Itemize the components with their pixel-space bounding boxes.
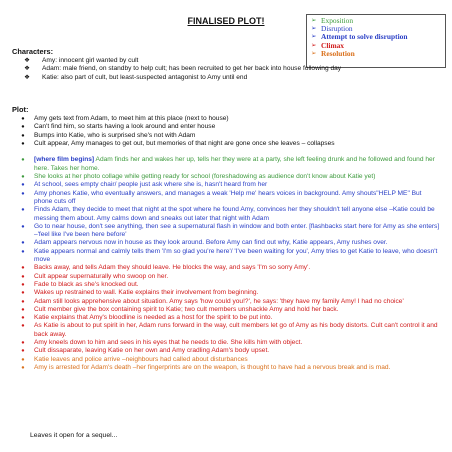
checkmark-icon: ➢ (311, 17, 317, 24)
legend-label: Exposition (321, 16, 354, 25)
plot-point-text: Amy phones Katie, who eventually answers, and manages a weak 'Help me' hears voices in background. Amy shouts"HELP ME" But phone cuts off (34, 189, 422, 205)
plot-point-text: Amy kneels down to him and sees in his eyes that he needs to die. She kills him with object. (34, 339, 303, 347)
plot-point-text: Katie explains that Amy's bloodline is needed as a host for the spirit to be put into. (34, 314, 273, 322)
plot-point-text: Go to near house, don't see anything, then see a supernatural flash in window and both enter. [flashbacks start here for Amy as she enters] –'feel like I've been here before' (34, 222, 440, 239)
plot-list (12, 115, 440, 372)
plot-point (12, 190, 440, 207)
plot-heading: Plot: (12, 105, 29, 114)
plot-point (12, 281, 440, 289)
bullet-icon: ● (21, 315, 25, 322)
plot-point-text: Can't find him, so starts having a look around and enter house (34, 123, 216, 131)
characters-heading: Characters: (12, 47, 54, 56)
plot-point-text: Finds Adam, they decide to meet that night at the spot where he found Amy, convinces her they shouldn't tell anyone else –Katie could be messing them about. Amy calms down and sneaks out later that night with Adam (34, 206, 435, 222)
plot-point-text: Fade to black as she's knocked out. (34, 280, 139, 288)
plot-point-text: Wakes up restrained to wall. Katie explains their involvement from beginning. (34, 289, 259, 297)
plot-point-text: Cult member give the box containing spirit to Katie; two cult members unshackle Amy and hold her back. (34, 305, 339, 313)
plot-point-text: Bumps into Katie, who is surprised she's not with Adam (34, 131, 196, 139)
checkmark-icon: ➢ (311, 25, 317, 33)
closing-note: Leaves it open for a sequel... (30, 432, 118, 439)
checkmark-icon: ➢ (311, 41, 317, 49)
plot-point (12, 223, 440, 240)
plot-point (12, 289, 440, 297)
bullet-icon: ● (21, 207, 25, 214)
diamond-bullet-icon: ❖ (24, 73, 30, 81)
plot-point-text: At school, sees empty chair/ people just ask where she is, hasn't heard from her (34, 181, 268, 189)
plot-point-text: Katie leaves and police arrive –neighbours had called about disturbances (34, 355, 248, 363)
plot-point-text: As Katie is about to put spirit in her, Adam runs forward in the way, cult members let go of Amy as his body distorts. Cult can't control it and back away. (34, 322, 438, 338)
plot-point (12, 115, 440, 123)
bullet-icon: ● (21, 356, 25, 363)
bullet-icon: ● (21, 290, 25, 297)
list-item: ❖ Adam: male friend, on standby to help cult; has been recruited to get her back into house following day (12, 65, 440, 73)
checkmark-icon: ➢ (311, 49, 317, 57)
plot-point (12, 140, 440, 148)
bullet-icon: ● (21, 140, 25, 147)
plot-point-text: Cult dissaparate, leaving Katie on her own and Amy cradling Adam's body upset. (34, 347, 270, 355)
bullet-icon: ● (21, 348, 25, 355)
bullet-icon: ● (21, 323, 25, 330)
plot-point-text: Amy gets text from Adam, to meet him at this place (next to house) (34, 115, 229, 122)
legend-label: Attempt to solve disruption (321, 32, 408, 42)
bullet-icon: ● (21, 124, 25, 131)
list-item: ❖ Katie: also part of cult, but least-suspected antagonist to Amy until end (12, 74, 440, 82)
bullet-icon: ● (21, 306, 25, 313)
bullet-icon: ● (21, 298, 25, 305)
plot-point (12, 347, 440, 355)
plot-point-text: Katie appears normal and calmly tells them 'I'm so glad you're here'/ 'I've been waiting for you', Amy tries to get Katie to leave, who doesn't move (34, 247, 438, 264)
plot-point (12, 173, 440, 181)
diamond-bullet-icon: ❖ (24, 57, 30, 64)
plot-point (12, 322, 440, 339)
plot-point-text: Amy is arrested for Adam's death –her fingerprints are on the weapon, is thought to have had a nervous break and is mad. (34, 363, 391, 371)
bullet-icon: ● (21, 190, 25, 197)
plot-point-text: She looks at her photo collage while getting ready for school (foreshadowing as audience don't know about Katie yet) (34, 173, 376, 181)
legend-label: Resolution (321, 48, 355, 58)
bullet-icon: ● (21, 182, 25, 189)
plot-point (12, 206, 440, 223)
plot-point-text: Adam still looks apprehensive about situation. Amy says 'how could you!?', he says: 'they have my family Amy! I had no choice' (34, 297, 404, 305)
checkmark-icon: ➢ (311, 33, 317, 41)
bullet-icon: ● (21, 265, 25, 272)
plot-point (12, 123, 440, 131)
bullet-icon: ● (21, 364, 25, 371)
bullet-icon: ● (21, 157, 25, 164)
bullet-icon: ● (21, 340, 25, 347)
bullet-icon: ● (21, 273, 25, 280)
plot-point-text: Backs away, and tells Adam they should leave. He blocks the way, and says 'I'm so sorry Amy'. (34, 264, 311, 272)
plot-point (12, 306, 440, 314)
legend-label: Disruption (321, 24, 353, 34)
bullet-icon: ● (21, 174, 25, 181)
plot-point (12, 132, 440, 140)
plot-point (12, 298, 440, 306)
bullet-icon: ● (21, 281, 25, 288)
legend-label: Climax (321, 40, 344, 50)
plot-point-text: Cult appear supernaturally who swoop on her. (34, 272, 169, 280)
plot-point-text: Adam appears nervous now in house as they look around. Before Amy can find out why, Katie appears, Amy rushes over. (34, 239, 388, 247)
plot-point (12, 181, 440, 189)
plot-point (12, 264, 440, 272)
bullet-icon: ● (21, 116, 25, 122)
list-item: ❖ Amy: innocent girl wanted by cult (12, 57, 440, 65)
plot-point (12, 248, 440, 265)
plot-point (12, 339, 440, 347)
bullet-icon: ● (21, 248, 25, 255)
plot-point (12, 239, 440, 247)
diamond-bullet-icon: ❖ (24, 65, 30, 73)
plot-point (12, 148, 440, 156)
plot-point (12, 156, 440, 173)
bullet-icon: ● (21, 223, 25, 230)
bullet-icon: ● (21, 132, 25, 139)
plot-point (12, 364, 440, 372)
plot-point (12, 273, 440, 281)
plot-point-text: Cult appear, Amy manages to get out, but memories of that night are gone once she leaves – collapses (34, 139, 335, 147)
document-title: FINALISED PLOT! (187, 16, 265, 26)
bullet-icon: ● (21, 240, 25, 247)
plot-point (12, 314, 440, 322)
plot-point (12, 356, 440, 364)
characters-list (12, 57, 440, 82)
plot-point-text (34, 148, 440, 156)
plot-point-text: [where film begins] Adam finds her and wakes her up, tells her they were at a party, she left feeling drunk and he followed and found her here. Takes her home. (34, 156, 435, 172)
